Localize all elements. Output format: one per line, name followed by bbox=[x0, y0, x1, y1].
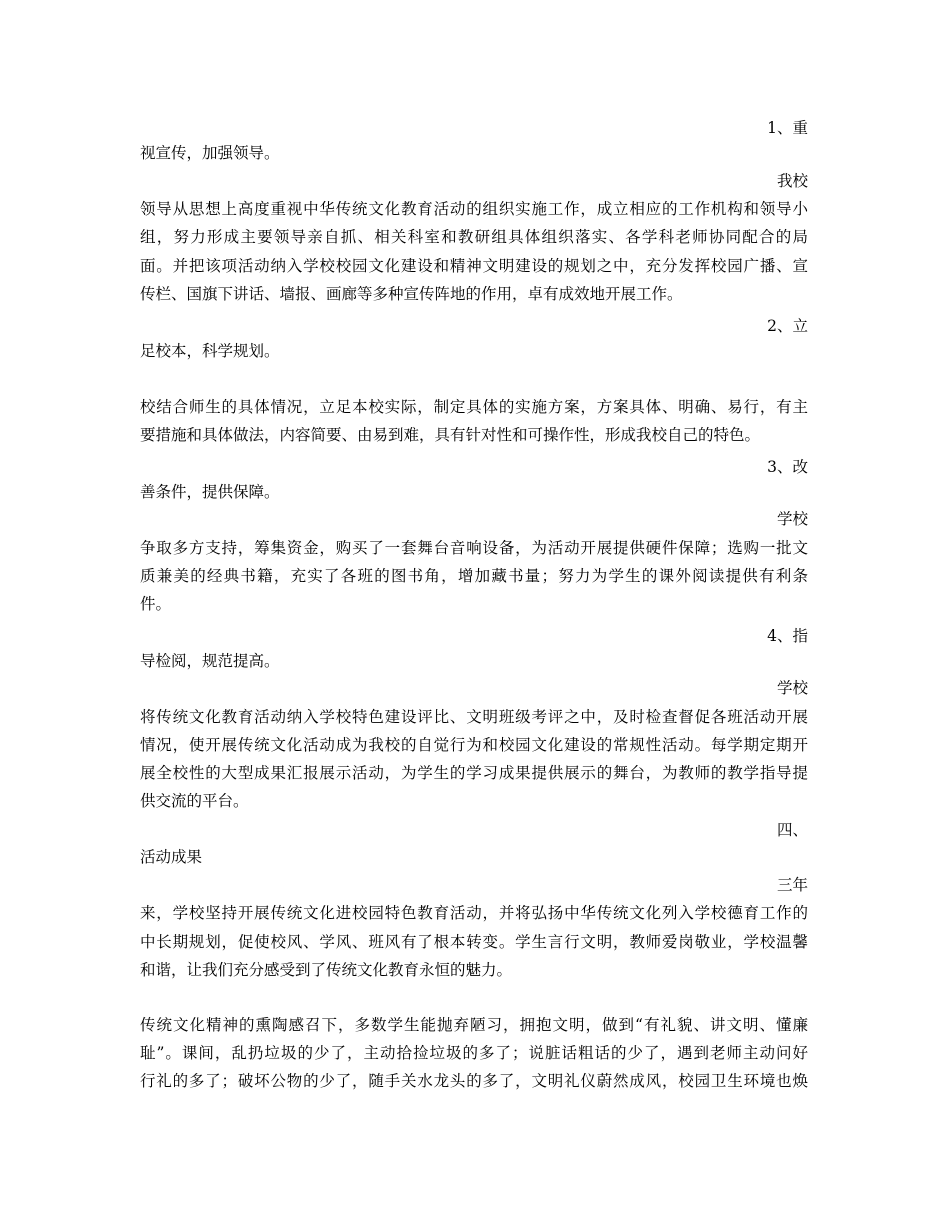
paragraph-line: 争取多方支持，筹集资金，购买了一套舞台音响设备，为活动开展提供硬件保障；选购一批文 bbox=[140, 539, 808, 557]
paragraph-line: 耻”。课间，乱扔垃圾的少了，主动拾捡垃圾的多了；说脏话粗话的少了，遇到老师主动问好 bbox=[140, 1044, 808, 1062]
paragraph-line: 件。 bbox=[140, 595, 172, 613]
paragraph-line: 要措施和具体做法，内容简要、由易到难，具有针对性和可操作性，形成我校自己的特色。 bbox=[140, 426, 761, 444]
section-number-1: 1、重 bbox=[767, 119, 808, 137]
paragraph-line: 传栏、国旗下讲话、墙报、画廊等多种宣传阵地的作用，卓有成效地开展工作。 bbox=[140, 285, 683, 303]
paragraph-line: 领导从思想上高度重视中华传统文化教育活动的组织实施工作，成立相应的工作机构和领导小 bbox=[140, 200, 808, 218]
paragraph-line: 情况，使开展传统文化活动成为我校的自觉行为和校园文化建设的常规性活动。每学期定期开 bbox=[140, 736, 808, 754]
chapter-heading-4: 活动成果 bbox=[140, 848, 203, 866]
paragraph-line: 组，努力形成主要领导亲自抓、相关科室和教研组具体组织落实、各学科老师协同配合的局 bbox=[140, 228, 808, 246]
section-number-4: 4、指 bbox=[767, 627, 808, 645]
paragraph-lead-in: 我校 bbox=[776, 172, 808, 190]
paragraph-line: 行礼的多了；破坏公物的少了，随手关水龙头的多了，文明礼仪蔚然成风，校园卫生环境也焕 bbox=[140, 1072, 808, 1090]
paragraph-line: 展全校性的大型成果汇报展示活动，为学生的学习成果提供展示的舞台，为教师的教学指导提 bbox=[140, 764, 808, 782]
section-number-3: 3、改 bbox=[767, 458, 808, 476]
paragraph-lead-in: 学校 bbox=[776, 679, 808, 697]
section-heading-1: 视宣传，加强领导。 bbox=[140, 144, 280, 162]
section-heading-4: 导检阅，规范提高。 bbox=[140, 652, 280, 670]
paragraph-line: 来，学校坚持开展传统文化进校园特色教育活动，并将弘扬中华传统文化列入学校德育工作的 bbox=[140, 904, 808, 922]
section-heading-2: 足校本，科学规划。 bbox=[140, 342, 280, 360]
paragraph-line: 质兼美的经典书籍，充实了各班的图书角，增加藏书量；努力为学生的课外阅读提供有利条 bbox=[140, 567, 808, 585]
paragraph-lead-in: 学校 bbox=[776, 510, 808, 528]
chapter-number-4: 四、 bbox=[776, 821, 808, 839]
section-heading-3: 善条件，提供保障。 bbox=[140, 483, 280, 501]
paragraph-line: 供交流的平台。 bbox=[140, 792, 249, 810]
paragraph-line: 传统文化精神的熏陶感召下，多数学生能抛弃陋习，拥抱文明，做到“有礼貌、讲文明、懂廉 bbox=[140, 1016, 808, 1034]
section-number-2: 2、立 bbox=[767, 317, 808, 335]
paragraph-line: 校结合师生的具体情况，立足本校实际，制定具体的实施方案，方案具体、明确、易行，有主 bbox=[140, 398, 808, 416]
paragraph-line: 面。并把该项活动纳入学校校园文化建设和精神文明建设的规划之中，充分发挥校园广播、宣 bbox=[140, 257, 808, 275]
paragraph-line: 将传统文化教育活动纳入学校特色建设评比、文明班级考评之中，及时检查督促各班活动开展 bbox=[140, 708, 808, 726]
paragraph-line: 中长期规划，促使校风、学风、班风有了根本转变。学生言行文明，教师爱岗敬业，学校温馨 bbox=[140, 933, 808, 951]
paragraph-lead-in: 三年 bbox=[776, 876, 808, 894]
paragraph-line: 和谐，让我们充分感受到了传统文化教育永恒的魅力。 bbox=[140, 961, 513, 979]
